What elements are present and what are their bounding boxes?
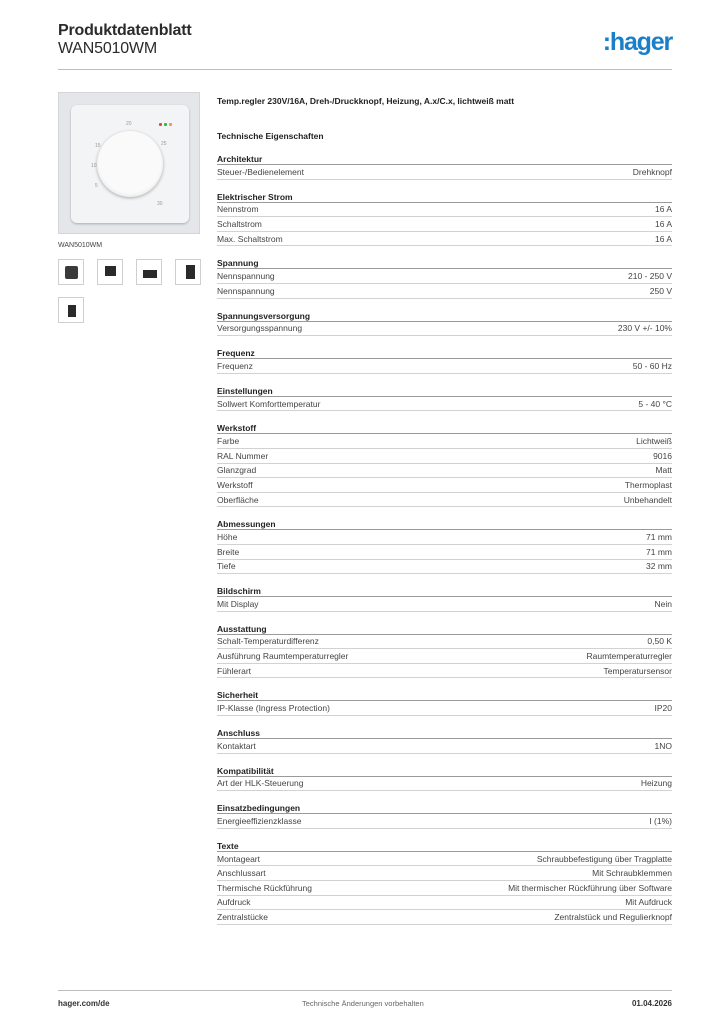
thumbnail-image	[105, 266, 116, 276]
property-row	[217, 478, 672, 493]
property-row	[217, 397, 672, 412]
property-label: Nennstrom	[217, 204, 259, 215]
property-row	[217, 560, 672, 575]
property-row	[217, 464, 672, 479]
thermostat-dial-image	[97, 131, 163, 197]
cover-plate-image	[71, 105, 189, 223]
thumbnail-strip	[58, 259, 218, 323]
property-row	[217, 359, 672, 374]
property-row	[217, 545, 672, 560]
property-value: 50 - 60 Hz	[632, 360, 672, 371]
property-row	[217, 434, 672, 449]
property-label: RAL Nummer	[217, 450, 269, 461]
property-label: Oberfläche	[217, 494, 259, 505]
property-value: Mit thermischer Rückführung über Software	[508, 882, 672, 893]
property-group	[217, 345, 672, 374]
property-row	[217, 217, 672, 232]
property-label: Werkstoff	[217, 479, 253, 490]
property-group	[217, 383, 672, 412]
property-label: Breite	[217, 546, 240, 557]
property-group	[217, 516, 672, 574]
property-group	[217, 255, 672, 298]
property-value: Thermoplast	[624, 479, 672, 490]
thumbnail-image	[68, 305, 76, 317]
property-group-title: Abmessungen	[217, 516, 672, 530]
property-group-title: Werkstoff	[217, 420, 672, 434]
property-label: Glanzgrad	[217, 465, 257, 476]
thumbnail-angled-view[interactable]	[97, 259, 123, 285]
property-value: 9016	[653, 450, 672, 461]
dial-tick-label: 25	[161, 141, 167, 147]
property-row	[217, 269, 672, 284]
property-row	[217, 635, 672, 650]
property-row	[217, 284, 672, 299]
property-row	[217, 866, 672, 881]
led-orange-indicator	[169, 123, 172, 126]
property-label: Versorgungsspannung	[217, 323, 303, 334]
thumbnail-back-view[interactable]	[175, 259, 201, 285]
property-value: Drehknopf	[632, 166, 672, 177]
property-value: 16 A	[654, 218, 672, 229]
property-value: 210 - 250 V	[628, 271, 672, 282]
dial-tick-label: 10	[91, 163, 97, 169]
property-group	[217, 583, 672, 612]
property-label: Zentralstücke	[217, 912, 269, 923]
property-value: Schraubbefestigung über Tragplatte	[536, 853, 672, 864]
property-row	[217, 449, 672, 464]
property-group-title: Architektur	[217, 151, 672, 165]
property-label: Montageart	[217, 853, 260, 864]
property-group-title: Einsatzbedingungen	[217, 800, 672, 814]
main-product-photo[interactable]	[58, 92, 200, 234]
technical-properties-heading: Technische Eigenschaften	[217, 131, 324, 141]
property-row	[217, 322, 672, 337]
property-label: Energieeffizienzklasse	[217, 816, 302, 827]
property-row	[217, 232, 672, 247]
property-row	[217, 910, 672, 925]
hager-logo: :hager	[602, 28, 672, 56]
property-group-title: Ausstattung	[217, 621, 672, 635]
property-label: Max. Schaltstrom	[217, 233, 283, 244]
thumbnail-side-view[interactable]	[136, 259, 162, 285]
property-group	[217, 725, 672, 754]
footer-website[interactable]: hager.com/de	[58, 999, 110, 1008]
property-label: Frequenz	[217, 360, 253, 371]
property-group-title: Spannung	[217, 255, 672, 269]
property-value: Nein	[654, 598, 672, 609]
dial-tick-label: 30	[157, 201, 163, 207]
property-label: Nennspannung	[217, 285, 275, 296]
page-footer	[58, 990, 672, 1010]
technical-properties-table	[217, 151, 672, 934]
property-group-title: Kompatibilität	[217, 763, 672, 777]
thumbnail-image	[143, 270, 157, 278]
property-row	[217, 701, 672, 716]
property-row	[217, 814, 672, 829]
property-label: Ausführung Raumtemperaturregler	[217, 651, 349, 662]
property-label: Thermische Rückführung	[217, 882, 312, 893]
product-description: Temp.regler 230V/16A, Dreh-/Druckknopf, Heizung, A.x/C.x, lichtweiß matt	[217, 96, 515, 106]
property-label: Tiefe	[217, 561, 236, 572]
property-value: 5 - 40 °C	[638, 398, 672, 409]
photo-caption: WAN5010WM	[58, 242, 103, 249]
property-label: Farbe	[217, 436, 240, 447]
property-label: Art der HLK-Steuerung	[217, 778, 304, 789]
property-group-title: Sicherheit	[217, 687, 672, 701]
property-value: 250 V	[649, 285, 672, 296]
document-title: Produktdatenblatt	[58, 22, 192, 39]
property-value: 32 mm	[646, 561, 672, 572]
thumbnail-side-view-2[interactable]	[58, 297, 84, 323]
property-label: Anschlussart	[217, 868, 266, 879]
property-row	[217, 739, 672, 754]
property-value: 0,50 K	[647, 636, 672, 647]
property-group	[217, 420, 672, 507]
property-label: Höhe	[217, 532, 238, 543]
dial-tick-label: 5	[95, 183, 98, 189]
property-row	[217, 852, 672, 867]
property-value: 230 V +/- 10%	[617, 323, 672, 334]
property-group-title: Spannungsversorgung	[217, 308, 672, 322]
property-group-title: Einstellungen	[217, 383, 672, 397]
property-group	[217, 621, 672, 679]
property-label: Fühlerart	[217, 665, 252, 676]
property-label: IP-Klasse (Ingress Protection)	[217, 703, 330, 714]
footer-date: 01.04.2026	[631, 999, 672, 1008]
property-row	[217, 896, 672, 911]
property-label: Kontaktart	[217, 740, 256, 751]
thumbnail-image	[65, 266, 78, 279]
property-label: Aufdruck	[217, 897, 251, 908]
property-group-title: Anschluss	[217, 725, 672, 739]
thumbnail-image	[186, 265, 195, 279]
thumbnail-front-view[interactable]	[58, 259, 84, 285]
property-value: 16 A	[654, 233, 672, 244]
property-label: Schalt-Temperaturdifferenz	[217, 636, 319, 647]
property-group-title: Bildschirm	[217, 583, 672, 597]
property-value: Lichtweiß	[636, 436, 672, 447]
property-row	[217, 203, 672, 218]
property-value: Unbehandelt	[623, 494, 672, 505]
property-group	[217, 763, 672, 792]
property-group-title: Elektrischer Strom	[217, 189, 672, 203]
property-row	[217, 493, 672, 508]
property-row	[217, 530, 672, 545]
property-value: 16 A	[654, 204, 672, 215]
property-group	[217, 800, 672, 829]
property-value: Matt	[655, 465, 672, 476]
property-row	[217, 165, 672, 180]
property-value: Raumtemperaturregler	[586, 651, 672, 662]
property-group-title: Frequenz	[217, 345, 672, 359]
property-label: Schaltstrom	[217, 218, 262, 229]
property-group	[217, 189, 672, 247]
led-green-indicator	[164, 123, 167, 126]
property-group	[217, 308, 672, 337]
footer-notice: Technische Änderungen vorbehalten	[302, 999, 424, 1008]
property-label: Sollwert Komforttemperatur	[217, 398, 321, 409]
property-value: IP20	[654, 703, 672, 714]
property-group	[217, 838, 672, 925]
property-value: 1NO	[654, 740, 672, 751]
property-group-title: Texte	[217, 838, 672, 852]
property-value: Heizung	[640, 778, 672, 789]
property-label: Steuer-/Bedienelement	[217, 166, 304, 177]
property-label: Nennspannung	[217, 271, 275, 282]
property-row	[217, 777, 672, 792]
dial-tick-label: 20	[126, 121, 132, 127]
property-value: 71 mm	[646, 532, 672, 543]
property-label: Mit Display	[217, 598, 259, 609]
property-value: Mit Aufdruck	[625, 897, 672, 908]
property-row	[217, 597, 672, 612]
property-value: Mit Schraubklemmen	[592, 868, 672, 879]
property-value: Temperatursensor	[603, 665, 672, 676]
product-gallery	[58, 92, 208, 323]
property-value: I (1%)	[649, 816, 672, 827]
property-value: Zentralstück und Regulierknopf	[554, 912, 672, 923]
property-row	[217, 881, 672, 896]
article-number: WAN5010WM	[58, 40, 157, 57]
property-row	[217, 649, 672, 664]
property-value: 71 mm	[646, 546, 672, 557]
property-group	[217, 151, 672, 180]
property-group	[217, 687, 672, 716]
dial-tick-label: 15	[95, 143, 101, 149]
page-header	[58, 22, 672, 70]
led-red-indicator	[159, 123, 162, 126]
property-row	[217, 664, 672, 679]
